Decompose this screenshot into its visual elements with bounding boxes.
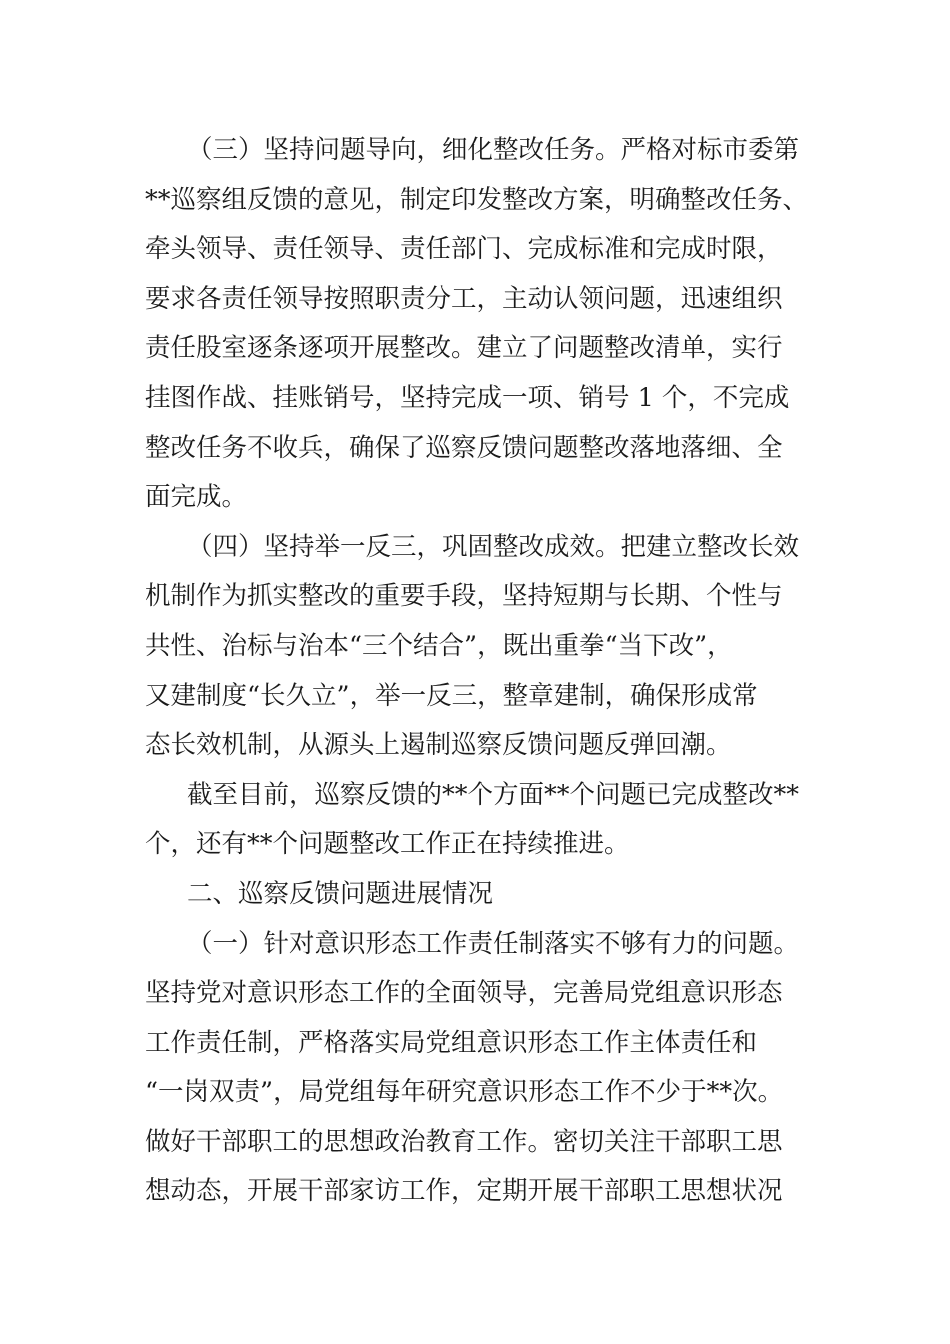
text-line: 挂图作战、挂账销号，坚持完成一项、销号 1 个，不完成	[145, 382, 790, 413]
text-line: 共性、治标与治本“三个结合”，既出重拳“当下改”，	[145, 630, 733, 661]
text-line: 要求各责任领导按照职责分工，主动认领问题，迅速组织	[145, 283, 783, 314]
text-line: （四）坚持举一反三，巩固整改成效。把建立整改长效	[187, 531, 800, 562]
text-line: 责任股室逐条逐项开展整改。建立了问题整改清单，实行	[145, 333, 783, 364]
text-line: 整改任务不收兵，确保了巡察反馈问题整改落地落细、全	[145, 432, 783, 463]
text-line: 牵头领导、责任领导、责任部门、完成标准和完成时限，	[145, 234, 783, 265]
text-line: 二、巡察反馈问题进展情况	[187, 878, 494, 909]
text-line: （三）坚持问题导向，细化整改任务。严格对标市委第	[187, 135, 800, 165]
text-line: 坚持党对意识形态工作的全面领导，完善局党组意识形态	[145, 978, 783, 1009]
text-line: 工作责任制，严格落实局党组意识形态工作主体责任和	[145, 1027, 758, 1058]
text-line: **巡察组反馈的意见，制定印发整改方案，明确整改任务、	[145, 184, 809, 215]
text-line: 想动态，开展干部家访工作，定期开展干部职工思想状况	[145, 1176, 783, 1207]
text-line: 又建制度“长久立”，举一反三，整章建制，确保形成常	[145, 680, 758, 711]
text-line: 个，还有**个问题整改工作正在持续推进。	[145, 829, 630, 860]
document-body	[145, 126, 825, 1217]
text-line: 面完成。	[145, 482, 248, 513]
text-line: “一岗双责”，局党组每年研究意识形态工作不少于**次。	[145, 1077, 784, 1108]
text-line: （一）针对意识形态工作责任制落实不够有力的问题。	[187, 928, 800, 959]
text-line: 机制作为抓实整改的重要手段，坚持短期与长期、个性与	[145, 581, 783, 612]
text-line: 做好干部职工的思想政治教育工作。密切关注干部职工思	[145, 1126, 783, 1157]
text-line: 截至目前，巡察反馈的**个方面**个问题已完成整改**	[187, 779, 800, 810]
text-line: 态长效机制，从源头上遏制巡察反馈问题反弹回潮。	[145, 730, 732, 761]
